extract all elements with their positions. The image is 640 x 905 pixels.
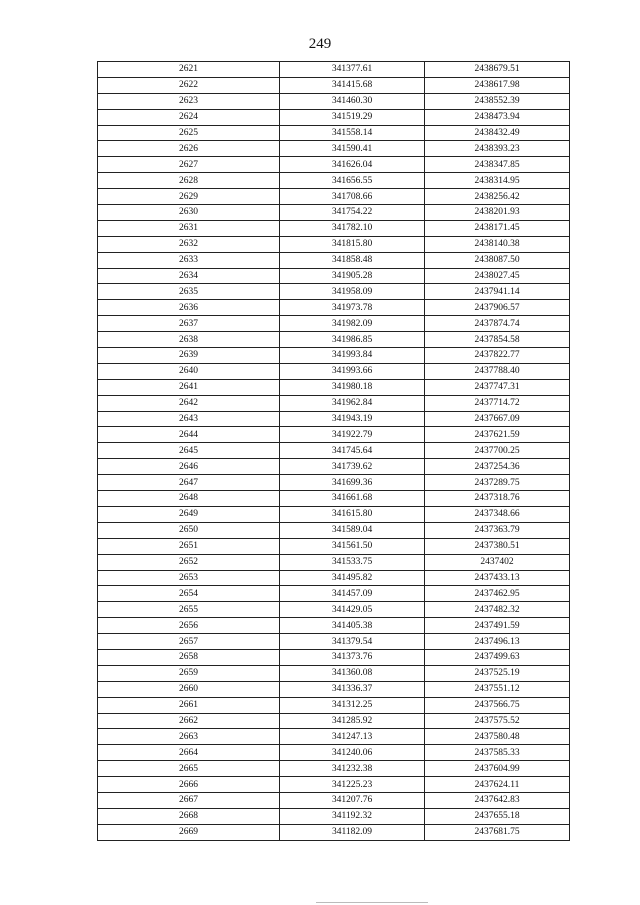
- point-number-cell: 2657: [98, 634, 280, 650]
- point-number-cell: 2655: [98, 602, 280, 618]
- x-coordinate-cell: 341982.09: [280, 316, 425, 332]
- table-row: [98, 665, 570, 681]
- coordinate-table: [97, 61, 570, 841]
- x-coordinate-cell: 341225.23: [280, 777, 425, 793]
- point-number-cell: 2623: [98, 93, 280, 109]
- x-coordinate-cell: 341782.10: [280, 220, 425, 236]
- point-number-cell: 2660: [98, 681, 280, 697]
- table-row: [98, 93, 570, 109]
- table-row: [98, 125, 570, 141]
- point-number-cell: 2667: [98, 792, 280, 808]
- table-row: [98, 681, 570, 697]
- point-number-cell: 2665: [98, 761, 280, 777]
- table-row: [98, 522, 570, 538]
- page-number: 249: [308, 36, 332, 52]
- table-row: [98, 697, 570, 713]
- table-row: [98, 506, 570, 522]
- point-number-cell: 2621: [98, 62, 280, 78]
- point-number-cell: 2624: [98, 109, 280, 125]
- table-row: [98, 538, 570, 554]
- point-number-cell: 2634: [98, 268, 280, 284]
- point-number-cell: 2653: [98, 570, 280, 586]
- y-coordinate-cell: 2437566.75: [425, 697, 570, 713]
- x-coordinate-cell: 341980.18: [280, 379, 425, 395]
- x-coordinate-cell: 341943.19: [280, 411, 425, 427]
- y-coordinate-cell: 2438679.51: [425, 62, 570, 78]
- x-coordinate-cell: 341285.92: [280, 713, 425, 729]
- y-coordinate-cell: 2437380.51: [425, 538, 570, 554]
- y-coordinate-cell: 2437525.19: [425, 665, 570, 681]
- table-row: [98, 379, 570, 395]
- point-number-cell: 2627: [98, 157, 280, 173]
- x-coordinate-cell: 341615.80: [280, 506, 425, 522]
- point-number-cell: 2645: [98, 443, 280, 459]
- x-coordinate-cell: 341858.48: [280, 252, 425, 268]
- x-coordinate-cell: 341993.84: [280, 348, 425, 364]
- y-coordinate-cell: 2437551.12: [425, 681, 570, 697]
- x-coordinate-cell: 341495.82: [280, 570, 425, 586]
- y-coordinate-cell: 2438087.50: [425, 252, 570, 268]
- y-coordinate-cell: 2437585.33: [425, 745, 570, 761]
- x-coordinate-cell: 341739.62: [280, 459, 425, 475]
- point-number-cell: 2664: [98, 745, 280, 761]
- table-row: [98, 141, 570, 157]
- x-coordinate-cell: 341460.30: [280, 93, 425, 109]
- x-coordinate-cell: 341973.78: [280, 300, 425, 316]
- x-coordinate-cell: 341905.28: [280, 268, 425, 284]
- x-coordinate-cell: 341962.84: [280, 395, 425, 411]
- point-number-cell: 2661: [98, 697, 280, 713]
- x-coordinate-cell: 341993.66: [280, 363, 425, 379]
- x-coordinate-cell: 341656.55: [280, 173, 425, 189]
- table-row: [98, 761, 570, 777]
- x-coordinate-cell: 341429.05: [280, 602, 425, 618]
- point-number-cell: 2656: [98, 618, 280, 634]
- y-coordinate-cell: 2438552.39: [425, 93, 570, 109]
- point-number-cell: 2640: [98, 363, 280, 379]
- x-coordinate-cell: 341312.25: [280, 697, 425, 713]
- point-number-cell: 2668: [98, 808, 280, 824]
- x-coordinate-cell: 341986.85: [280, 332, 425, 348]
- y-coordinate-cell: 2438256.42: [425, 189, 570, 205]
- table-row: [98, 777, 570, 793]
- y-coordinate-cell: 2437491.59: [425, 618, 570, 634]
- x-coordinate-cell: 341232.38: [280, 761, 425, 777]
- y-coordinate-cell: 2437747.31: [425, 379, 570, 395]
- point-number-cell: 2659: [98, 665, 280, 681]
- table-row: [98, 62, 570, 78]
- table-row: [98, 570, 570, 586]
- table-row: [98, 634, 570, 650]
- point-number-cell: 2641: [98, 379, 280, 395]
- table-row: [98, 189, 570, 205]
- table-row: [98, 745, 570, 761]
- x-coordinate-cell: 341561.50: [280, 538, 425, 554]
- point-number-cell: 2658: [98, 649, 280, 665]
- table-row: [98, 348, 570, 364]
- table-row: [98, 284, 570, 300]
- y-coordinate-cell: 2438617.98: [425, 77, 570, 93]
- x-coordinate-cell: 341373.76: [280, 649, 425, 665]
- x-coordinate-cell: 341405.38: [280, 618, 425, 634]
- x-coordinate-cell: 341360.08: [280, 665, 425, 681]
- point-number-cell: 2646: [98, 459, 280, 475]
- x-coordinate-cell: 341590.41: [280, 141, 425, 157]
- table-row: [98, 411, 570, 427]
- y-coordinate-cell: 2437854.58: [425, 332, 570, 348]
- point-number-cell: 2625: [98, 125, 280, 141]
- point-number-cell: 2626: [98, 141, 280, 157]
- x-coordinate-cell: 341336.37: [280, 681, 425, 697]
- table-row: [98, 220, 570, 236]
- y-coordinate-cell: 2437318.76: [425, 491, 570, 507]
- x-coordinate-cell: 341207.76: [280, 792, 425, 808]
- y-coordinate-cell: 2437906.57: [425, 300, 570, 316]
- y-coordinate-cell: 2438140.38: [425, 236, 570, 252]
- table-row: [98, 618, 570, 634]
- table-row: [98, 602, 570, 618]
- x-coordinate-cell: 341415.68: [280, 77, 425, 93]
- point-number-cell: 2651: [98, 538, 280, 554]
- table-row: [98, 713, 570, 729]
- point-number-cell: 2666: [98, 777, 280, 793]
- point-number-cell: 2628: [98, 173, 280, 189]
- point-number-cell: 2662: [98, 713, 280, 729]
- x-coordinate-cell: 341754.22: [280, 205, 425, 221]
- y-coordinate-cell: 2437667.09: [425, 411, 570, 427]
- table-row: [98, 554, 570, 570]
- table-body: [98, 62, 570, 841]
- x-coordinate-cell: 341708.66: [280, 189, 425, 205]
- table-row: [98, 459, 570, 475]
- y-coordinate-cell: 2437254.36: [425, 459, 570, 475]
- table-row: [98, 332, 570, 348]
- table-row: [98, 491, 570, 507]
- point-number-cell: 2652: [98, 554, 280, 570]
- x-coordinate-cell: 341457.09: [280, 586, 425, 602]
- y-coordinate-cell: 2437604.99: [425, 761, 570, 777]
- y-coordinate-cell: 2437822.77: [425, 348, 570, 364]
- point-number-cell: 2650: [98, 522, 280, 538]
- y-coordinate-cell: 2437363.79: [425, 522, 570, 538]
- table-row: [98, 395, 570, 411]
- table-row: [98, 363, 570, 379]
- y-coordinate-cell: 2437714.72: [425, 395, 570, 411]
- point-number-cell: 2629: [98, 189, 280, 205]
- x-coordinate-cell: 341958.09: [280, 284, 425, 300]
- point-number-cell: 2642: [98, 395, 280, 411]
- y-coordinate-cell: 2437700.25: [425, 443, 570, 459]
- bottom-rule: [316, 902, 428, 903]
- x-coordinate-cell: 341192.32: [280, 808, 425, 824]
- x-coordinate-cell: 341519.29: [280, 109, 425, 125]
- point-number-cell: 2644: [98, 427, 280, 443]
- x-coordinate-cell: 341745.64: [280, 443, 425, 459]
- y-coordinate-cell: 2437289.75: [425, 475, 570, 491]
- y-coordinate-cell: 2437482.32: [425, 602, 570, 618]
- y-coordinate-cell: 2437580.48: [425, 729, 570, 745]
- table-row: [98, 649, 570, 665]
- y-coordinate-cell: 2438473.94: [425, 109, 570, 125]
- point-number-cell: 2638: [98, 332, 280, 348]
- y-coordinate-cell: 2438171.45: [425, 220, 570, 236]
- x-coordinate-cell: 341699.36: [280, 475, 425, 491]
- point-number-cell: 2669: [98, 824, 280, 840]
- point-number-cell: 2648: [98, 491, 280, 507]
- point-number-cell: 2647: [98, 475, 280, 491]
- x-coordinate-cell: 341377.61: [280, 62, 425, 78]
- table-row: [98, 808, 570, 824]
- y-coordinate-cell: 2437575.52: [425, 713, 570, 729]
- point-number-cell: 2649: [98, 506, 280, 522]
- y-coordinate-cell: 2437681.75: [425, 824, 570, 840]
- x-coordinate-cell: 341240.06: [280, 745, 425, 761]
- x-coordinate-cell: 341247.13: [280, 729, 425, 745]
- x-coordinate-cell: 341626.04: [280, 157, 425, 173]
- y-coordinate-cell: 2437941.14: [425, 284, 570, 300]
- table-row: [98, 109, 570, 125]
- y-coordinate-cell: 2437642.83: [425, 792, 570, 808]
- table-row: [98, 173, 570, 189]
- point-number-cell: 2632: [98, 236, 280, 252]
- x-coordinate-cell: 341379.54: [280, 634, 425, 650]
- table-row: [98, 475, 570, 491]
- table-row: [98, 729, 570, 745]
- point-number-cell: 2633: [98, 252, 280, 268]
- y-coordinate-cell: 2437499.63: [425, 649, 570, 665]
- table-row: [98, 157, 570, 173]
- x-coordinate-cell: 341533.75: [280, 554, 425, 570]
- table-row: [98, 427, 570, 443]
- point-number-cell: 2636: [98, 300, 280, 316]
- y-coordinate-cell: 2437462.95: [425, 586, 570, 602]
- y-coordinate-cell: 2437496.13: [425, 634, 570, 650]
- point-number-cell: 2635: [98, 284, 280, 300]
- point-number-cell: 2639: [98, 348, 280, 364]
- y-coordinate-cell: 2437655.18: [425, 808, 570, 824]
- x-coordinate-cell: 341815.80: [280, 236, 425, 252]
- x-coordinate-cell: 341589.04: [280, 522, 425, 538]
- x-coordinate-cell: 341558.14: [280, 125, 425, 141]
- table-row: [98, 77, 570, 93]
- y-coordinate-cell: 2438393.23: [425, 141, 570, 157]
- y-coordinate-cell: 2437348.66: [425, 506, 570, 522]
- table-row: [98, 316, 570, 332]
- table-row: [98, 268, 570, 284]
- point-number-cell: 2630: [98, 205, 280, 221]
- table-row: [98, 443, 570, 459]
- table-row: [98, 586, 570, 602]
- point-number-cell: 2643: [98, 411, 280, 427]
- y-coordinate-cell: 2437874.74: [425, 316, 570, 332]
- point-number-cell: 2663: [98, 729, 280, 745]
- y-coordinate-cell: 2437621.59: [425, 427, 570, 443]
- x-coordinate-cell: 341922.79: [280, 427, 425, 443]
- table-row: [98, 205, 570, 221]
- y-coordinate-cell: 2437402: [425, 554, 570, 570]
- point-number-cell: 2654: [98, 586, 280, 602]
- y-coordinate-cell: 2438027.45: [425, 268, 570, 284]
- x-coordinate-cell: 341661.68: [280, 491, 425, 507]
- table-row: [98, 252, 570, 268]
- y-coordinate-cell: 2438347.85: [425, 157, 570, 173]
- table-row: [98, 792, 570, 808]
- table-row: [98, 824, 570, 840]
- y-coordinate-cell: 2437788.40: [425, 363, 570, 379]
- point-number-cell: 2637: [98, 316, 280, 332]
- y-coordinate-cell: 2438432.49: [425, 125, 570, 141]
- y-coordinate-cell: 2438314.95: [425, 173, 570, 189]
- table-row: [98, 236, 570, 252]
- y-coordinate-cell: 2438201.93: [425, 205, 570, 221]
- point-number-cell: 2622: [98, 77, 280, 93]
- table-row: [98, 300, 570, 316]
- x-coordinate-cell: 341182.09: [280, 824, 425, 840]
- y-coordinate-cell: 2437624.11: [425, 777, 570, 793]
- y-coordinate-cell: 2437433.13: [425, 570, 570, 586]
- point-number-cell: 2631: [98, 220, 280, 236]
